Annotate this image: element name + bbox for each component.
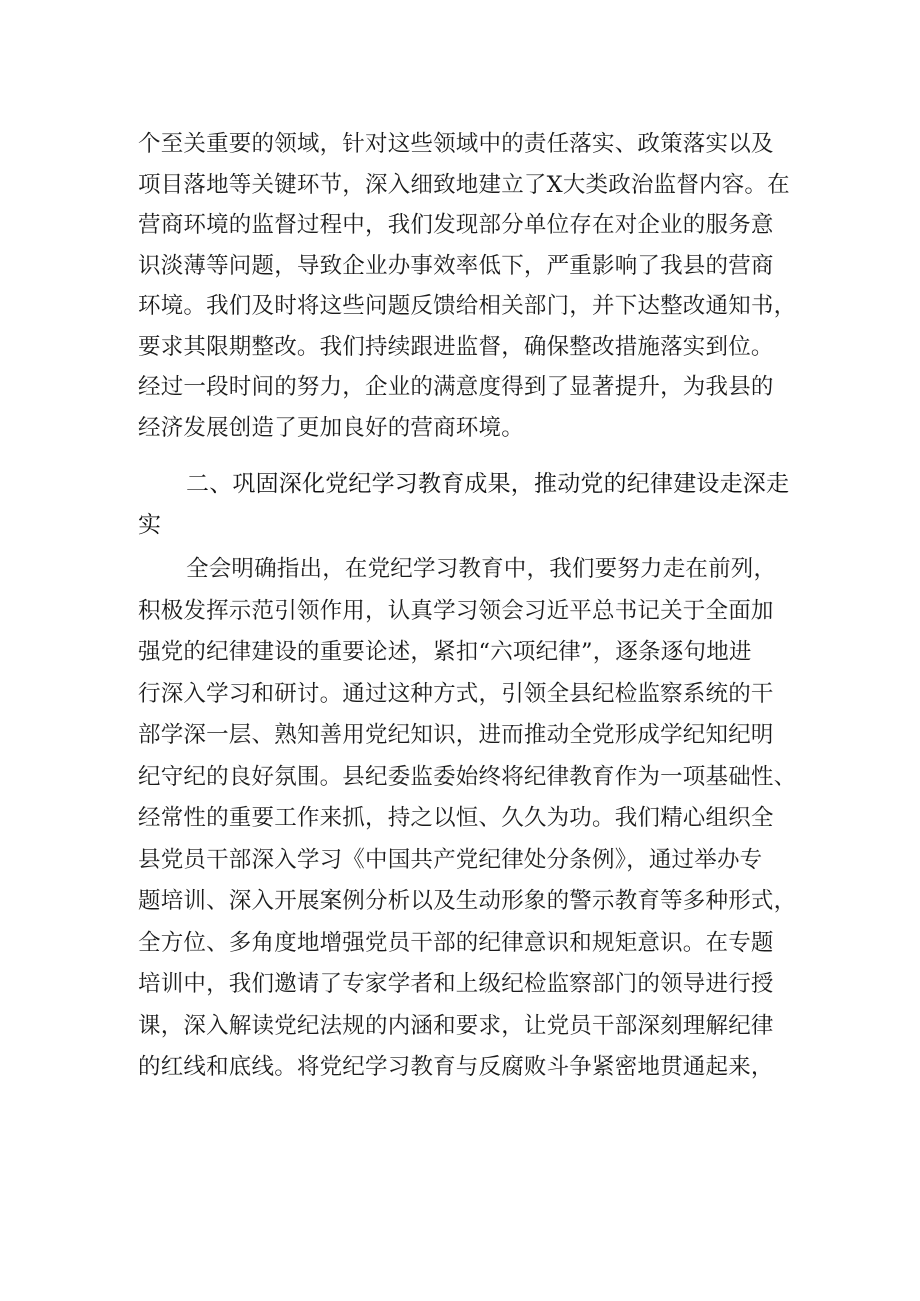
paragraph-line: 部学深一层、熟知善用党纪知识，进而推动全党形成学纪知纪明 <box>138 722 774 748</box>
paragraph-line: 积极发挥示范引领作用，认真学习领会习近平总书记关于全面加 <box>138 597 774 624</box>
paragraph-line: 培训中，我们邀请了专家学者和上级纪检监察部门的领导进行授 <box>138 971 774 997</box>
paragraph-line: 题培训、深入开展案例分析以及生动形象的警示教育等多种形式， <box>138 888 797 914</box>
paragraph-line: 强党的纪律建设的重要论述，紧扣“六项纪律”，逐条逐句地进 <box>138 639 752 665</box>
paragraph-line: 要求其限期整改。我们持续跟进监督，确保整改措施落实到位。 <box>138 333 774 360</box>
paragraph-line: 县党员干部深入学习《中国共产党纪律处分条例》，通过举办专 <box>138 846 763 873</box>
paragraph-line: 经过一段时间的努力，企业的满意度得到了显著提升，为我县的 <box>138 374 774 400</box>
paragraph-line: 经常性的重要工作来抓，持之以恒、久久为功。我们精心组织全 <box>138 805 774 831</box>
section-heading: 二、巩固深化党纪学习教育成果，推动党的纪律建设走深走 <box>186 471 790 497</box>
paragraph-line: 项目落地等关键环节，深入细致地建立了X大类政治监督内容。在 <box>138 171 790 198</box>
paragraph-line: 课，深入解读党纪法规的内涵和要求，让党员干部深刻理解纪律 <box>138 1012 774 1039</box>
section-heading-continuation: 实 <box>138 512 162 538</box>
paragraph-line: 全方位、多角度地增强党员干部的纪律意识和规矩意识。在专题 <box>138 929 774 956</box>
paragraph-line: 全会明确指出，在党纪学习教育中，我们要努力走在前列， <box>186 556 777 582</box>
paragraph-line: 营商环境的监督过程中，我们发现部分单位存在对企业的服务意 <box>138 212 774 238</box>
paragraph-line: 纪守纪的良好氛围。县纪委监委始终将纪律教育作为一项基础性、 <box>138 763 797 790</box>
paragraph-line: 环境。我们及时将这些问题反馈给相关部门，并下达整改通知书， <box>138 293 797 319</box>
paragraph-line: 行深入学习和研讨。通过这种方式，引领全县纪检监察系统的干 <box>138 680 774 707</box>
paragraph-line: 的红线和底线。将党纪学习教育与反腐败斗争紧密地贯通起来， <box>138 1054 774 1080</box>
paragraph-line: 经济发展创造了更加良好的营商环境。 <box>138 414 524 441</box>
paragraph-line: 个至关重要的领域，针对这些领域中的责任落实、政策落实以及 <box>138 131 774 157</box>
paragraph-line: 识淡薄等问题，导致企业办事效率低下，严重影响了我县的营商 <box>138 252 774 279</box>
